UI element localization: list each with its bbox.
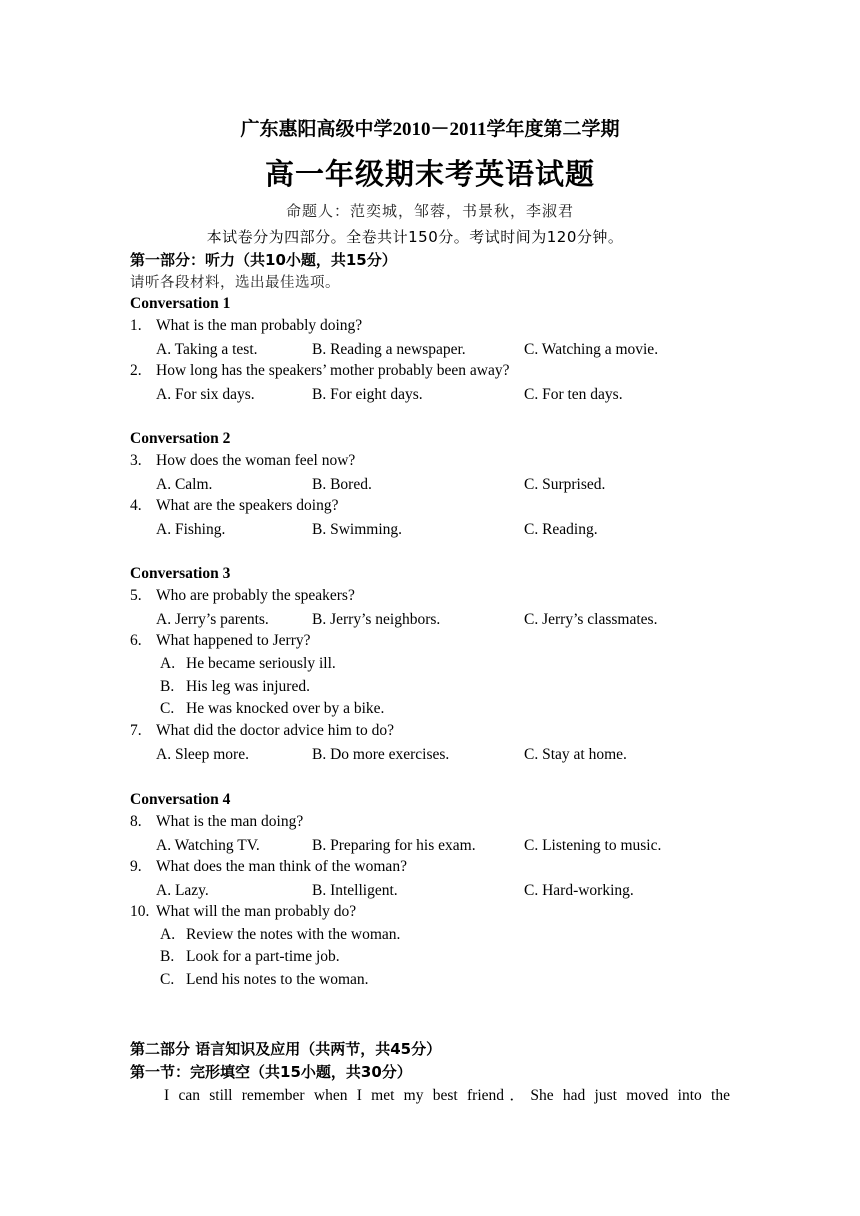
option-b: B. Swimming. [312,521,403,538]
part1-instruction: 请听各段材料，选出最佳选项。 [130,275,340,291]
option-b: B. For eight days. [312,386,423,403]
question [130,858,407,876]
option-a: A. Taking a test. [156,341,258,358]
option-text: Lend his notes to the woman. [186,971,369,988]
option-letter: B. [160,948,175,965]
option-line [160,948,340,966]
option-c: C. Jerry’s classmates. [524,611,658,628]
option-line [160,678,310,696]
question-text: What happened to Jerry? [156,632,311,649]
option-text: Look for a part-time job. [186,948,340,965]
authors-line: 命题人：范奕城，邹蓉，书景秋，李淑君 [285,202,574,220]
question [130,722,394,740]
conversation-label: Conversation 1 [130,295,231,312]
option-letter: B. [160,678,175,695]
option-line [160,700,384,718]
question-text: What are the speakers doing? [156,497,339,514]
question-text: Who are probably the speakers? [156,587,355,604]
option-text: He became seriously ill. [186,655,336,672]
option-b: B. Do more exercises. [312,746,450,763]
option-letter: A. [160,655,176,672]
option-line [160,926,400,944]
question-text: What does the man think of the woman? [156,858,407,875]
option-a: A. Fishing. [156,521,226,538]
question-text: What did the doctor advice him to do? [156,722,395,739]
part2-heading: 第二部分 语言知识及应用（共两节，共45分） [130,1040,442,1058]
question-number: 7. [130,722,142,739]
option-text: Review the notes with the woman. [186,926,401,943]
question-number: 5. [130,587,142,604]
question [130,587,355,605]
option-b: B. Jerry’s neighbors. [312,611,441,628]
question-number: 2. [130,362,142,379]
exam-intro: 本试卷分为四部分。全卷共计150分。考试时间为120分钟。 [206,228,624,246]
question-text: What is the man doing? [156,813,304,830]
option-b: B. Preparing for his exam. [312,837,476,854]
option-c: C. Surprised. [524,476,606,493]
part2-section1-heading: 第一节：完形填空（共15小题，共30分） [130,1063,412,1081]
question-text: What will the man probably do? [156,903,357,920]
question-number: 1. [130,317,142,334]
option-a: A. Sleep more. [156,746,249,763]
option-a: A. Jerry’s parents. [156,611,269,628]
part1-heading: 第一部分：听力（共10小题，共15分） [130,251,397,269]
option-a: A. For six days. [156,386,255,403]
conversation-label: Conversation 3 [130,565,231,582]
option-letter: A. [160,926,176,943]
option-c: C. Watching a movie. [524,341,659,358]
school-term-title: 广东惠阳高级中学2010－2011学年度第二学期 [240,119,620,140]
question [130,497,338,515]
option-text: He was knocked over by a bike. [186,700,385,717]
conversation-label: Conversation 2 [130,430,231,447]
option-line [160,655,336,673]
conversation-label: Conversation 4 [130,791,231,808]
question-number: 6. [130,632,142,649]
option-letter: C. [160,700,175,717]
option-c: C. Hard-working. [524,882,634,899]
option-c: C. Listening to music. [524,837,662,854]
question-text: How does the woman feel now? [156,452,356,469]
option-c: C. For ten days. [524,386,623,403]
question [130,452,355,470]
option-a: A. Watching TV. [156,837,260,854]
option-letter: C. [160,971,175,988]
option-b: B. Reading a newspaper. [312,341,466,358]
option-a: A. Calm. [156,476,213,493]
question [130,632,311,650]
question [130,813,303,831]
option-c: C. Stay at home. [524,746,627,763]
cloze-paragraph-start: I can still remember when I met my best friend．She had just moved into the [164,1087,730,1104]
question [130,362,510,380]
question-text: How long has the speakers’ mother probably been away? [156,362,510,379]
question-number: 10. [130,903,150,920]
question-number: 9. [130,858,142,875]
option-b: B. Intelligent. [312,882,398,899]
option-line [160,971,369,989]
option-b: B. Bored. [312,476,372,493]
option-text: His leg was injured. [186,678,310,695]
option-c: C. Reading. [524,521,598,538]
question [130,903,356,921]
question-number: 8. [130,813,142,830]
question-text: What is the man probably doing? [156,317,363,334]
question [130,317,362,335]
question-number: 4. [130,497,142,514]
option-a: A. Lazy. [156,882,209,899]
exam-title: 高一年级期末考英语试题 [264,159,595,191]
question-number: 3. [130,452,142,469]
